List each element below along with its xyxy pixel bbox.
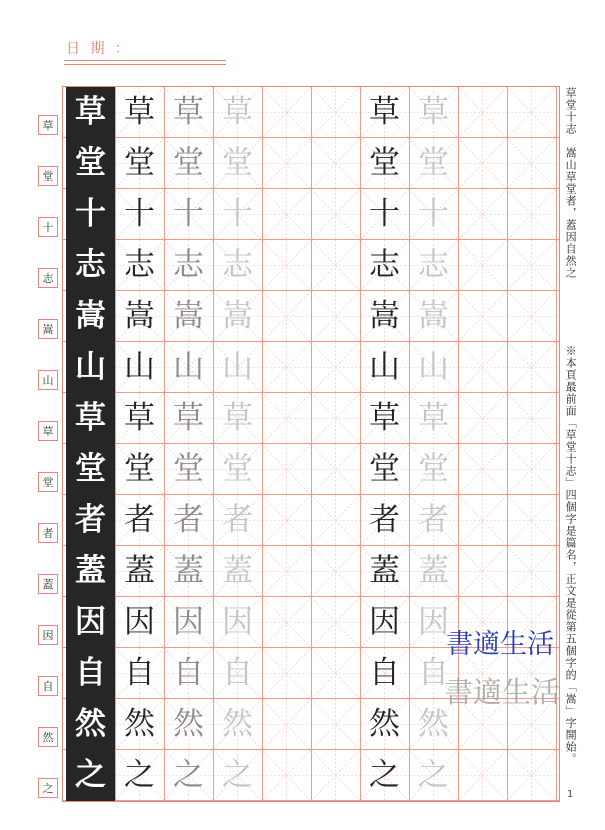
- practice-character: 自: [369, 654, 400, 691]
- practice-character: 因: [369, 603, 400, 640]
- practice-character: 志: [173, 246, 204, 283]
- reference-character-box: 草: [38, 421, 58, 441]
- practice-character: 然: [124, 705, 155, 742]
- practice-character: 山: [173, 348, 204, 385]
- practice-character: 因: [124, 603, 155, 640]
- practice-character: 自: [173, 654, 204, 691]
- practice-character: 之: [222, 756, 253, 793]
- model-character: 自: [75, 654, 106, 691]
- practice-character: 之: [418, 756, 449, 793]
- practice-character: 嵩: [369, 297, 400, 334]
- reference-character-box: 然: [38, 727, 58, 747]
- model-character: 因: [75, 603, 106, 640]
- practice-character: 嵩: [124, 297, 155, 334]
- practice-character: 志: [124, 246, 155, 283]
- practice-character: 自: [222, 654, 253, 691]
- model-character: 者: [75, 501, 106, 538]
- reference-character-box: 十: [38, 217, 58, 237]
- practice-character: 嵩: [222, 297, 253, 334]
- practice-character: 山: [418, 348, 449, 385]
- practice-character: 堂: [173, 450, 204, 487]
- note-vertical: ※本頁最前面「草堂十志」四個字是篇名，正文是從第五個字的「嵩」字開始。: [564, 345, 578, 765]
- practice-character: 嵩: [173, 297, 204, 334]
- practice-character: 草: [418, 93, 449, 130]
- practice-character: 者: [418, 501, 449, 538]
- model-character: 然: [75, 705, 106, 742]
- practice-character: 然: [369, 705, 400, 742]
- practice-character: 草: [173, 399, 204, 436]
- date-underline-double: [64, 64, 226, 65]
- model-character: 草: [75, 93, 106, 130]
- model-character: 十: [75, 195, 106, 232]
- practice-character: 堂: [369, 144, 400, 181]
- practice-character: 者: [369, 501, 400, 538]
- reference-character-box: 蓋: [38, 574, 58, 594]
- page-number: 1: [567, 789, 574, 800]
- practice-character: 者: [124, 501, 155, 538]
- reference-character-box: 山: [38, 370, 58, 390]
- reference-character-box: 因: [38, 625, 58, 645]
- model-character: 山: [75, 348, 106, 385]
- reference-character-box: 堂: [38, 166, 58, 186]
- reference-character-box: 志: [38, 268, 58, 288]
- practice-character: 堂: [418, 144, 449, 181]
- practice-character: 草: [124, 399, 155, 436]
- date-label: 日 期 ：: [66, 41, 132, 57]
- practice-character: 蓋: [124, 552, 155, 589]
- practice-character: 蓋: [222, 552, 253, 589]
- practice-character: 堂: [222, 144, 253, 181]
- practice-character: 草: [124, 93, 155, 130]
- model-character: 志: [75, 246, 106, 283]
- practice-character: 者: [173, 501, 204, 538]
- practice-character: 草: [222, 399, 253, 436]
- practice-character: 堂: [124, 144, 155, 181]
- practice-character: 蓋: [369, 552, 400, 589]
- model-character: 堂: [75, 450, 106, 487]
- practice-character: 志: [222, 246, 253, 283]
- practice-character: 自: [418, 654, 449, 691]
- reference-character-box: 堂: [38, 472, 58, 492]
- practice-character: 十: [418, 195, 449, 232]
- practice-character: 堂: [124, 450, 155, 487]
- practice-character: 因: [418, 603, 449, 640]
- practice-character: 嵩: [418, 297, 449, 334]
- model-character: 堂: [75, 144, 106, 181]
- watermark-secondary: 書適生活: [444, 675, 561, 709]
- practice-character: 山: [124, 348, 155, 385]
- model-character: 嵩: [75, 297, 106, 334]
- practice-character: 然: [418, 705, 449, 742]
- practice-character: 十: [173, 195, 204, 232]
- practice-character: 之: [124, 756, 155, 793]
- title-vertical: 草堂十志 嵩山草堂者，蓋因自然之: [564, 87, 578, 279]
- practice-character: 因: [222, 603, 253, 640]
- practice-character: 十: [222, 195, 253, 232]
- practice-character: 志: [418, 246, 449, 283]
- watermark-primary: 書適生活: [446, 629, 554, 660]
- practice-character: 然: [173, 705, 204, 742]
- practice-character: 者: [222, 501, 253, 538]
- model-character: 之: [75, 756, 106, 793]
- reference-character-box: 草: [38, 115, 58, 135]
- practice-character: 草: [222, 93, 253, 130]
- practice-character: 山: [369, 348, 400, 385]
- model-character: 草: [75, 399, 106, 436]
- practice-character: 十: [369, 195, 400, 232]
- practice-character: 堂: [222, 450, 253, 487]
- practice-character: 草: [173, 93, 204, 130]
- reference-character-box: 者: [38, 523, 58, 543]
- practice-character: 堂: [369, 450, 400, 487]
- practice-character: 草: [418, 399, 449, 436]
- reference-character-box: 之: [38, 778, 58, 798]
- practice-character: 蓋: [173, 552, 204, 589]
- practice-character: 然: [222, 705, 253, 742]
- practice-character: 之: [173, 756, 204, 793]
- practice-character: 蓋: [418, 552, 449, 589]
- practice-character: 因: [173, 603, 204, 640]
- reference-character-box: 自: [38, 676, 58, 696]
- practice-character: 志: [369, 246, 400, 283]
- practice-character: 山: [222, 348, 253, 385]
- date-underline: [64, 60, 226, 61]
- practice-character: 草: [369, 399, 400, 436]
- practice-character: 堂: [418, 450, 449, 487]
- practice-character: 之: [369, 756, 400, 793]
- practice-character: 十: [124, 195, 155, 232]
- practice-character: 草: [369, 93, 400, 130]
- practice-character: 自: [124, 654, 155, 691]
- model-character: 蓋: [75, 552, 106, 589]
- practice-character: 堂: [173, 144, 204, 181]
- reference-character-box: 嵩: [38, 319, 58, 339]
